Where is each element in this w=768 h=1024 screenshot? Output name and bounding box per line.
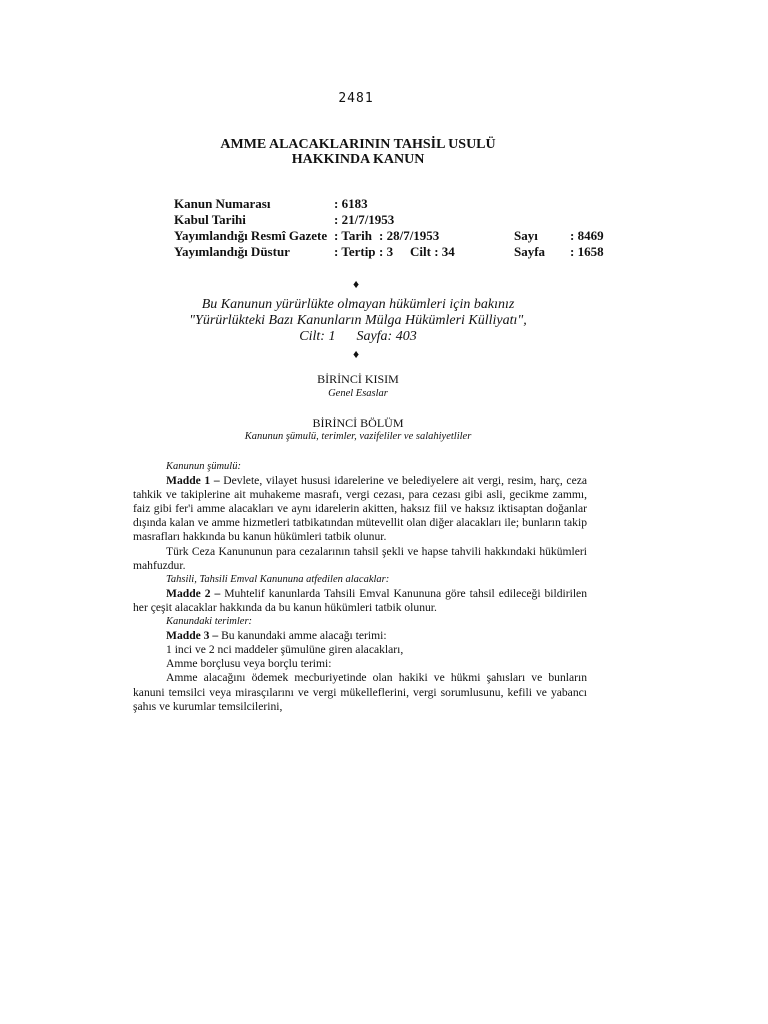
meta-label: Yayımlandığı Düstur (174, 244, 290, 259)
meta-value: : Tertip (334, 244, 376, 259)
law-title (0, 137, 716, 167)
article-text: Devlete, vilayet hususi idarelerine ve belediyelere ait vergi, resim, harç, ceza tahkik ve takiplerine ait muhakeme masrafı, vergi cezası, para cezası gibi asli, gecikme zammı, faiz gibi fer'i amme alacakları ve aynı idarelerin akitten, haksız fiil ve haksız iktisaptan doğanlar dışında kalan ve amme hizmetleri tatbikatından mütevellit olan diğer alacakları ile; bunların takip masrafları hakkında bu kanun hükümleri tatbik olunur. (133, 474, 588, 544)
meta-extra-value: : 8469 (570, 228, 604, 243)
meta-label: Kanun Numarası (174, 196, 271, 211)
article-caption: Tahsili, Tahsili Emval Kanununa atfedilen alacaklar: (166, 573, 390, 585)
meta-mid: Cilt : 34 (410, 244, 455, 259)
note-line-3: Cilt: 1 Sayfa: 403 (299, 329, 417, 344)
article-1 (133, 474, 587, 544)
article-text: Bu kanundaki amme alacağı terimi: (218, 629, 387, 643)
meta-extra-label: Sayı (514, 228, 538, 243)
article-3-line-2: Amme borçlusu veya borçlu terimi: (166, 657, 332, 671)
note-line-1: Bu Kanunun yürürlükte olmayan hükümleri için bakınız (201, 297, 515, 312)
article-label: Madde 3 – (166, 629, 219, 643)
article-3-line-1: 1 inci ve 2 nci maddeler şümulüne giren alacakları, (166, 643, 404, 657)
article-caption: Kanunun şümulü: (166, 461, 241, 472)
article-label: Madde 1 – (166, 474, 220, 488)
note-line-2: "Yürürlükteki Bazı Kanunların Mülga Hükümleri Külliyatı", (189, 313, 527, 328)
meta-value: : Tarih (334, 228, 372, 243)
part-subtitle: Genel Esaslar (328, 388, 388, 399)
article-text: Muhtelif kanunlarda Tahsili Emval Kanununa göre tahsil edileceği bildirilen her çeşit alacaklar hakkında da bu kanun hükümleri tatbik olunur. (133, 586, 587, 614)
meta-value: : 21/7/1953 (334, 212, 395, 227)
article-3-line-3: Amme alacağını ödemek mecburiyetinde olan hakiki ve hükmi şahısları ve bunların kanuni temsilci veya mirasçılarını ve vergi mükelleflerini, vergi sorumlusunu, kefili ve yabancı şahıs ve kurumlar temsilcilerini, (133, 671, 587, 713)
meta-value-2: : 3 (379, 244, 394, 259)
law-title-line-2: HAKKINDA KANUN (291, 152, 425, 167)
diamond-separator: ♦ (352, 277, 360, 291)
meta-value-2: : 28/7/1953 (379, 228, 440, 243)
article-caption: Kanundaki terimler: (166, 616, 253, 628)
diamond-separator: ♦ (352, 347, 360, 361)
law-body (133, 460, 587, 714)
meta-label: Kabul Tarihi (174, 212, 246, 227)
law-title-line-1: AMME ALACAKLARININ TAHSİL USULÜ (220, 137, 496, 152)
part-title: BİRİNCİ KISIM (317, 372, 399, 386)
meta-value: : 6183 (334, 196, 368, 211)
repeal-note (0, 297, 716, 345)
article-2 (133, 587, 587, 615)
article-label: Madde 2 – (166, 586, 221, 600)
meta-label: Yayımlandığı Resmî Gazete (174, 228, 328, 243)
meta-extra-label: Sayfa (514, 244, 546, 259)
article-1-paragraph-2: Türk Ceza Kanununun para cezalarının tahsil şekli ve hapse tahvili hakkındaki hükümleri mahfuzdur. (133, 544, 587, 572)
chapter-title: BİRİNCİ BÖLÜM (312, 416, 404, 430)
chapter-subtitle: Kanunun şümulü, terimler, vazifeliler ve salahiyetliler (244, 431, 472, 442)
article-3 (133, 629, 587, 643)
page-number: 2481 (338, 91, 374, 106)
meta-extra-value: : 1658 (570, 244, 604, 259)
